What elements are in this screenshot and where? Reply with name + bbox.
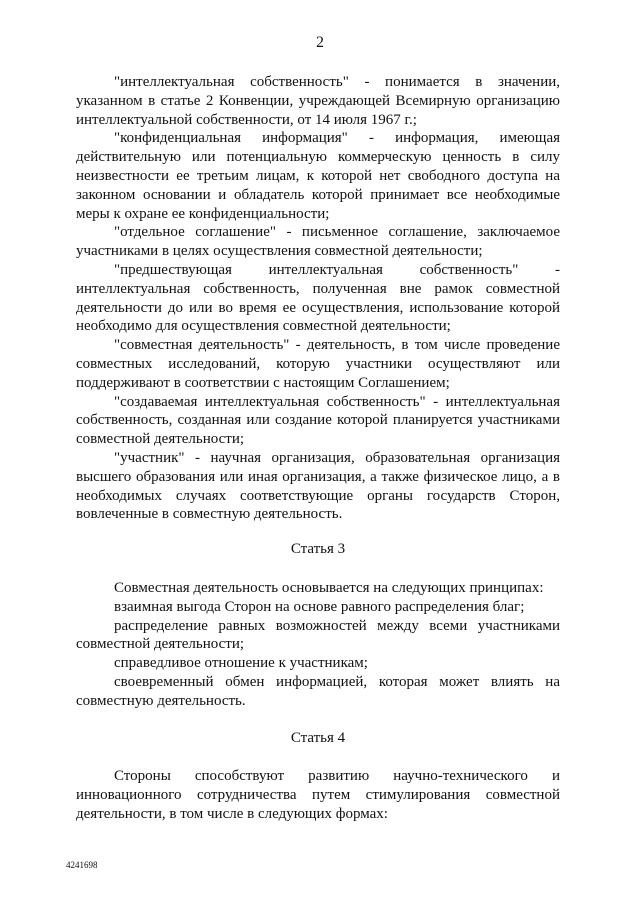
- document-id: 4241698: [66, 860, 98, 870]
- document-body: [76, 73, 560, 824]
- definition-prior-intellectual-property: "предшествующая интеллектуальная собственность" - интеллектуальная собственность, полученная вне рамок совместной деятельности до или во время ее осуществления, использование которой необходимо для осуществления совместной деятельности;: [76, 261, 560, 335]
- page-number: 2: [316, 34, 324, 51]
- article-3-paragraph: распределение равных возможностей между всеми участниками совместной деятельности;: [76, 617, 560, 653]
- article-3-paragraph: Совместная деятельность основывается на следующих принципах:: [114, 579, 544, 596]
- definition-confidential-information: "конфиденциальная информация" - информация, имеющая действительную или потенциальную коммерческую ценность в силу неизвестности ее третьим лицам, к которой нет свободного доступа на законном основании и обладатель которой принимает все необходимые меры к охране ее конфиденциальности;: [76, 130, 560, 222]
- definition-separate-agreement: "отдельное соглашение" - письменное соглашение, заключаемое участниками в целях осуществления совместной деятельности;: [76, 224, 560, 260]
- definition-joint-activity: "совместная деятельность" - деятельность, в том числе проведение совместных исследований, которую участники осуществляют или поддерживают в соответствии с настоящим Соглашением;: [76, 337, 560, 391]
- article-4-heading: Статья 4: [290, 729, 346, 746]
- article-3-paragraph: своевременный обмен информацией, которая может влиять на совместную деятельность.: [76, 673, 560, 709]
- article-3-heading: Статья 3: [290, 541, 346, 558]
- definition-created-intellectual-property: "создаваемая интеллектуальная собственность" - интеллектуальная собственность, созданная или создание которой планируется участниками совместной деятельности;: [76, 393, 560, 448]
- definition-intellectual-property: "интеллектуальная собственность" - понимается в значении, указанном в статье 2 Конвенции, учреждающей Всемирную организацию интеллектуальной собственности, от 14 июля 1967 г.;: [76, 74, 560, 128]
- article-4-paragraph: Стороны способствуют развитию научно-технического и инновационного сотрудничества путем стимулирования совместной деятельности, в том числе в следующих формах:: [76, 768, 560, 822]
- definition-participant: "участник" - научная организация, образовательная организация высшего образования или иная организация, а также физическое лицо, а в необходимых случаях соответствующие органы государств Сторон, вовлеченные в совместную деятельность.: [76, 449, 560, 523]
- article-3-paragraph: взаимная выгода Сторон на основе равного распределения благ;: [114, 598, 525, 615]
- article-3-paragraph: справедливое отношение к участникам;: [114, 655, 368, 672]
